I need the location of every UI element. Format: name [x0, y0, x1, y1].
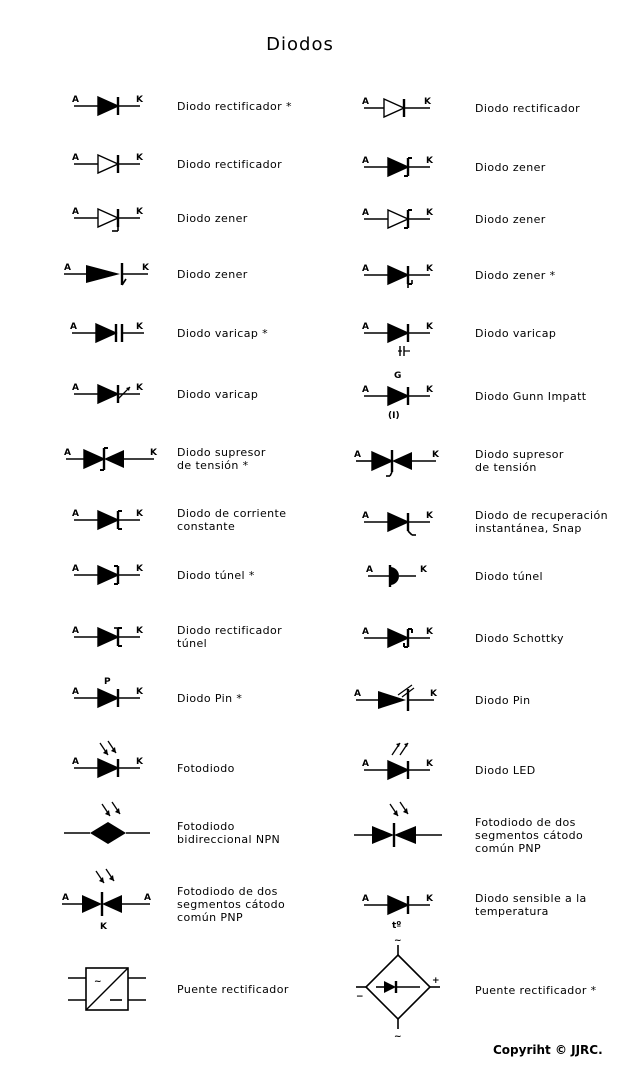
diode-label: Fotodiodo de dos segmentos cátodo común PNP [177, 884, 286, 924]
svg-text:K: K [136, 626, 143, 636]
diode-label: Diodo Gunn Impatt [475, 389, 587, 403]
diode-label: Diodo zener [177, 267, 248, 281]
svg-text:A: A [64, 448, 71, 458]
diode-label: Fotodiodo de dos segmentos cátodo común PNP [475, 815, 584, 855]
svg-text:A: A [362, 322, 369, 332]
svg-text:A: A [72, 207, 79, 217]
svg-text:K: K [136, 383, 143, 393]
photo-pnp-common-cathode-symbol [60, 859, 180, 949]
diode-label: Diodo Pin * [177, 691, 243, 705]
diode-label: Diodo zener [177, 211, 248, 225]
svg-text:K: K [424, 97, 431, 107]
svg-text:~: ~ [394, 1032, 402, 1042]
svg-text:~: ~ [394, 936, 402, 946]
svg-text:A: A [362, 156, 369, 166]
temperature-symbol [350, 860, 470, 950]
svg-text:A: A [70, 322, 77, 332]
svg-text:K: K [432, 450, 439, 460]
svg-text:K: K [426, 511, 433, 521]
svg-text:A: A [64, 263, 71, 273]
svg-text:K: K [100, 922, 107, 932]
svg-text:A: A [354, 689, 361, 699]
diode-label: Diodo rectificador [475, 101, 581, 115]
diode-label: Diodo LED [475, 763, 536, 777]
diode-label: Diodo zener [475, 160, 546, 174]
svg-text:A: A [362, 385, 369, 395]
diode-label: Diodo túnel [475, 569, 543, 583]
svg-text:K: K [142, 263, 149, 273]
diode-label: Diodo rectificador túnel [177, 624, 283, 650]
svg-text:K: K [136, 153, 143, 163]
diode-label: Diodo de corriente constante [177, 507, 287, 533]
svg-text:K: K [426, 894, 433, 904]
svg-text:(I): (I) [388, 411, 400, 421]
svg-text:A: A [362, 264, 369, 274]
svg-text:K: K [136, 509, 143, 519]
svg-text:K: K [136, 757, 143, 767]
diode-label: Diodo varicap [177, 387, 259, 401]
svg-text:K: K [426, 264, 433, 274]
diode-label: Diodo Pin [475, 693, 531, 707]
svg-text:+: + [432, 976, 440, 986]
diode-label: Diodo rectificador [177, 157, 283, 171]
diode-label: Puente rectificador * [475, 983, 597, 997]
svg-text:K: K [426, 385, 433, 395]
svg-text:A: A [72, 564, 79, 574]
svg-text:G: G [394, 371, 402, 381]
svg-text:K: K [426, 322, 433, 332]
svg-text:−: − [356, 992, 364, 1002]
diode-label: Diodo rectificador * [177, 99, 292, 113]
svg-text:A: A [362, 97, 369, 107]
svg-text:A: A [72, 383, 79, 393]
svg-text:K: K [136, 95, 143, 105]
svg-text:A: A [362, 208, 369, 218]
svg-text:A: A [366, 565, 373, 575]
svg-text:A: A [362, 894, 369, 904]
diode-label: Diodo de recuperación instantánea, Snap [475, 509, 608, 535]
svg-text:A: A [362, 511, 369, 521]
svg-text:K: K [430, 689, 437, 699]
diode-label: Fotodiodo [177, 761, 235, 775]
diode-label: Fotodiodo bidireccional NPN [177, 820, 281, 846]
bridge-box-symbol [60, 944, 180, 1034]
svg-text:K: K [136, 207, 143, 217]
svg-text:A: A [72, 626, 79, 636]
diode-label: Diodo varicap * [177, 326, 269, 340]
svg-text:K: K [420, 565, 427, 575]
svg-text:A: A [362, 759, 369, 769]
svg-text:K: K [426, 208, 433, 218]
svg-text:A: A [354, 450, 361, 460]
svg-text:A: A [72, 95, 79, 105]
bridge-diamond-symbol [350, 936, 470, 1042]
diode-label: Diodo supresor de tensión * [177, 446, 266, 472]
svg-text:A: A [62, 893, 69, 903]
diode-label: Diodo túnel * [177, 568, 255, 582]
svg-text:A: A [362, 627, 369, 637]
copyright-note: Copyriht © JJRC. [493, 1043, 603, 1057]
page-title: Diodos [266, 34, 334, 55]
svg-text:~: ~ [94, 977, 102, 987]
svg-text:A: A [72, 153, 79, 163]
svg-text:K: K [426, 627, 433, 637]
svg-text:K: K [426, 156, 433, 166]
svg-text:K: K [136, 322, 143, 332]
diode-label: Puente rectificador [177, 982, 289, 996]
diode-label: Diodo supresor de tensión [475, 448, 564, 474]
svg-text:K: K [150, 448, 157, 458]
svg-text:A: A [72, 687, 79, 697]
svg-text:tº: tº [392, 921, 402, 931]
diode-label: Diodo Schottky [475, 631, 564, 645]
diode-label: Diodo varicap [475, 326, 557, 340]
diode-label: Diodo zener * [475, 268, 556, 282]
svg-text:K: K [136, 564, 143, 574]
svg-text:A: A [72, 757, 79, 767]
diode-label: Diodo zener [475, 212, 546, 226]
svg-text:A: A [144, 893, 151, 903]
svg-text:K: K [426, 759, 433, 769]
svg-text:P: P [104, 677, 111, 687]
svg-text:A: A [72, 509, 79, 519]
svg-text:K: K [136, 687, 143, 697]
diode-label: Diodo sensible a la temperatura [475, 892, 587, 918]
